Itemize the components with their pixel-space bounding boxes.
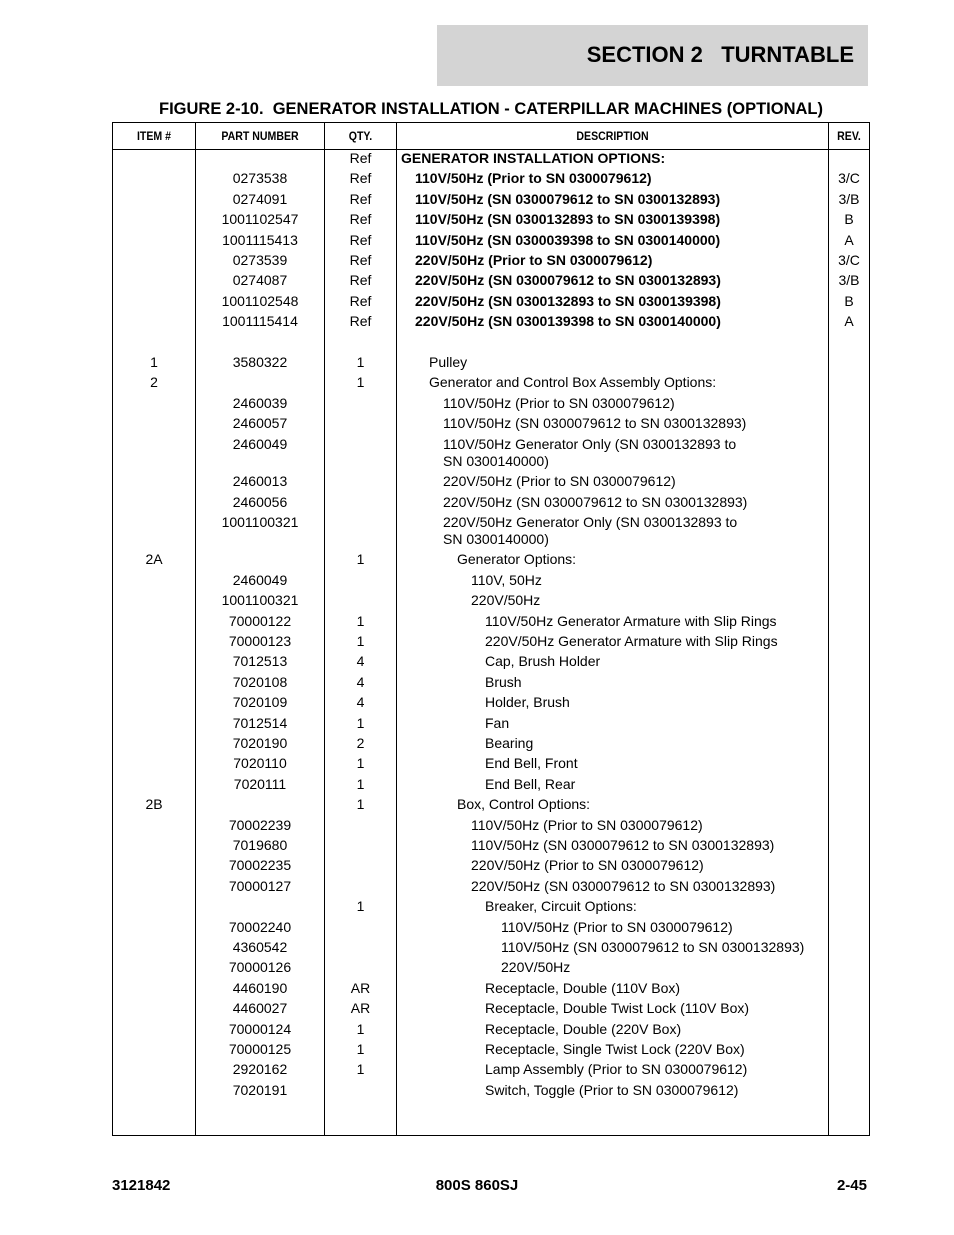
column-header-description: DESCRIPTION	[576, 129, 649, 143]
item-number: 1	[150, 354, 158, 370]
part-number: 70000123	[228, 633, 292, 649]
quantity: Ref	[349, 190, 372, 207]
description: Holder, Brush	[485, 694, 570, 711]
quantity: 1	[356, 714, 365, 731]
description: Generator and Control Box Assembly Options:	[429, 374, 717, 391]
description: Pulley	[429, 354, 468, 370]
part-number: 4460190	[232, 979, 288, 996]
part-number: 2460056	[232, 493, 288, 510]
quantity: 1	[356, 898, 365, 915]
part-number: 1001115413	[222, 231, 298, 248]
description-continued: SN 0300140000)	[443, 530, 549, 547]
quantity: AR	[350, 1000, 371, 1017]
part-number: 70002235	[228, 857, 292, 874]
quantity: Ref	[349, 150, 372, 166]
quantity: 1	[356, 374, 365, 391]
part-number: 7020109	[232, 694, 288, 711]
figure-title: FIGURE 2-10. GENERATOR INSTALLATION - CATERPILLAR MACHINES (OPTIONAL)	[159, 100, 823, 118]
description: Breaker, Circuit Options:	[485, 898, 637, 915]
column-header-qty: QTY.	[348, 129, 373, 143]
quantity: Ref	[349, 252, 372, 268]
description-continued: SN 0300140000)	[443, 452, 549, 469]
quantity: 1	[356, 354, 365, 370]
description: 110V/50Hz Generator Only (SN 0300132893 to	[443, 435, 737, 452]
part-number: 0273539	[232, 252, 288, 268]
parts-table	[112, 122, 870, 1136]
part-number: 2460039	[232, 394, 288, 411]
description: 220V/50Hz Generator Only (SN 0300132893 to	[443, 513, 738, 530]
column-header-item: ITEM #	[136, 129, 172, 143]
footer-model: 800S 860SJ	[435, 1177, 519, 1194]
section-title: SECTION 2 TURNTABLE	[586, 42, 854, 67]
part-number: 7020110	[233, 755, 287, 772]
description: 220V/50Hz (SN 0300079612 to SN 0300132893)	[471, 877, 776, 894]
description: 220V/50Hz (SN 0300079612 to SN 0300132893)	[443, 493, 748, 510]
section-banner	[437, 25, 868, 86]
description: 220V/50Hz (SN 0300139398 to SN 0300140000)	[415, 313, 721, 330]
description: 220V/50Hz	[501, 959, 571, 976]
revision: A	[844, 313, 854, 330]
footer-document-number: 3121842	[112, 1177, 171, 1194]
part-number: 1001102548	[221, 292, 299, 309]
quantity: 4	[356, 673, 365, 690]
description: Receptacle, Double (110V Box)	[485, 979, 681, 996]
part-number: 0274091	[232, 190, 288, 207]
column-header-part-number: PART NUMBER	[221, 129, 299, 143]
description: 110V/50Hz (Prior to SN 0300079612)	[471, 816, 703, 833]
quantity: 4	[356, 694, 365, 711]
quantity: 1	[356, 551, 365, 568]
revision: 3/C	[838, 170, 860, 187]
column-divider	[396, 123, 397, 1135]
description: 110V/50Hz (Prior to SN 0300079612)	[501, 918, 733, 935]
part-number: 0273538	[232, 170, 288, 187]
part-number: 0274087	[232, 272, 288, 289]
description: Brush	[485, 673, 522, 690]
part-number: 70000126	[228, 959, 292, 976]
item-number: 2A	[145, 551, 163, 568]
description: 110V/50Hz Generator Armature with Slip Rings	[485, 612, 777, 629]
revision: B	[844, 211, 854, 228]
part-number: 7020108	[232, 673, 288, 690]
quantity: Ref	[349, 211, 372, 228]
part-number: 7012513	[232, 653, 288, 670]
part-number: 70000122	[228, 612, 292, 629]
description: Fan	[485, 714, 510, 731]
quantity: 1	[356, 1020, 365, 1037]
part-number: 70000124	[228, 1020, 292, 1037]
description: Receptacle, Double (220V Box)	[485, 1020, 682, 1037]
part-number: 7012514	[232, 714, 288, 731]
item-number: 2	[150, 374, 158, 391]
description: End Bell, Front	[485, 755, 578, 772]
description: Lamp Assembly (Prior to SN 0300079612)	[485, 1061, 748, 1078]
quantity: 1	[356, 633, 365, 649]
part-number: 7019680	[232, 837, 288, 853]
quantity: 4	[356, 653, 365, 670]
description: Receptacle, Single Twist Lock (220V Box)	[485, 1041, 745, 1057]
part-number: 70000125	[228, 1041, 292, 1057]
part-number: 4460027	[232, 1000, 288, 1017]
part-number: 1001100321	[221, 513, 299, 530]
part-number: 2460049	[232, 435, 288, 452]
part-number: 2460049	[232, 571, 288, 588]
description: End Bell, Rear	[485, 775, 576, 792]
quantity: Ref	[349, 313, 372, 330]
description: 110V/50Hz (Prior to SN 0300079612)	[443, 394, 675, 411]
description: 110V/50Hz (SN 0300079612 to SN 0300132893)	[501, 939, 805, 955]
description: 220V/50Hz (Prior to SN 0300079612)	[415, 252, 653, 268]
revision: 3/B	[838, 190, 860, 207]
revision: 3/B	[838, 272, 860, 289]
part-number: 2460057	[232, 415, 288, 432]
description: Switch, Toggle (Prior to SN 0300079612)	[485, 1081, 739, 1098]
quantity: 2	[356, 735, 365, 751]
description: 110V/50Hz (SN 0300079612 to SN 0300132893)	[471, 837, 775, 853]
part-number: 3580322	[232, 354, 288, 370]
part-number: 2920162	[232, 1061, 288, 1078]
part-number: 70002239	[228, 816, 292, 833]
description: Bearing	[485, 735, 534, 751]
part-number: 1001100321	[221, 592, 299, 609]
quantity: Ref	[349, 272, 372, 289]
quantity: AR	[350, 979, 371, 996]
description: 110V/50Hz (SN 0300079612 to SN 0300132893)	[443, 415, 747, 432]
quantity: Ref	[349, 292, 372, 309]
part-number: 1001102547	[221, 211, 299, 228]
description: Box, Control Options:	[457, 796, 591, 813]
part-number: 4360542	[232, 939, 288, 955]
description: 110V/50Hz (SN 0300132893 to SN 0300139398)	[415, 211, 721, 228]
part-number: 7020111	[233, 775, 287, 792]
quantity: 1	[356, 775, 365, 792]
description: GENERATOR INSTALLATION OPTIONS:	[401, 150, 666, 166]
quantity: 1	[356, 755, 365, 772]
description: 110V, 50Hz	[471, 571, 542, 588]
revision: A	[844, 231, 854, 248]
description: 220V/50Hz (SN 0300132893 to SN 0300139398)	[415, 292, 721, 309]
column-header-rev: REV.	[837, 129, 861, 143]
description: 110V/50Hz (SN 0300039398 to SN 0300140000)	[415, 231, 721, 248]
description: Cap, Brush Holder	[485, 653, 601, 670]
part-number: 7020190	[232, 735, 288, 751]
quantity: Ref	[349, 170, 372, 187]
description: 220V/50Hz Generator Armature with Slip Rings	[485, 633, 778, 649]
quantity: 1	[356, 796, 365, 813]
part-number: 7020191	[232, 1081, 288, 1098]
description: 220V/50Hz (Prior to SN 0300079612)	[471, 857, 704, 874]
item-number: 2B	[145, 796, 163, 813]
description: 220V/50Hz (Prior to SN 0300079612)	[443, 473, 676, 490]
description: 220V/50Hz	[471, 592, 541, 609]
revision: B	[844, 292, 854, 309]
quantity: 1	[356, 1041, 365, 1057]
part-number: 1001115414	[222, 313, 298, 330]
quantity: Ref	[349, 231, 372, 248]
footer-page-number: 2-45	[836, 1177, 867, 1194]
quantity: 1	[356, 1061, 365, 1078]
description: Receptacle, Double Twist Lock (110V Box)	[485, 1000, 750, 1017]
description: 220V/50Hz (SN 0300079612 to SN 0300132893)	[415, 272, 721, 289]
description: Generator Options:	[457, 551, 577, 568]
part-number: 70000127	[228, 877, 292, 894]
description: 110V/50Hz (SN 0300079612 to SN 0300132893)	[415, 190, 721, 207]
revision: 3/C	[838, 252, 860, 268]
part-number: 70002240	[228, 918, 292, 935]
part-number: 2460013	[232, 473, 288, 490]
description: 110V/50Hz (Prior to SN 0300079612)	[415, 170, 652, 187]
quantity: 1	[356, 612, 365, 629]
